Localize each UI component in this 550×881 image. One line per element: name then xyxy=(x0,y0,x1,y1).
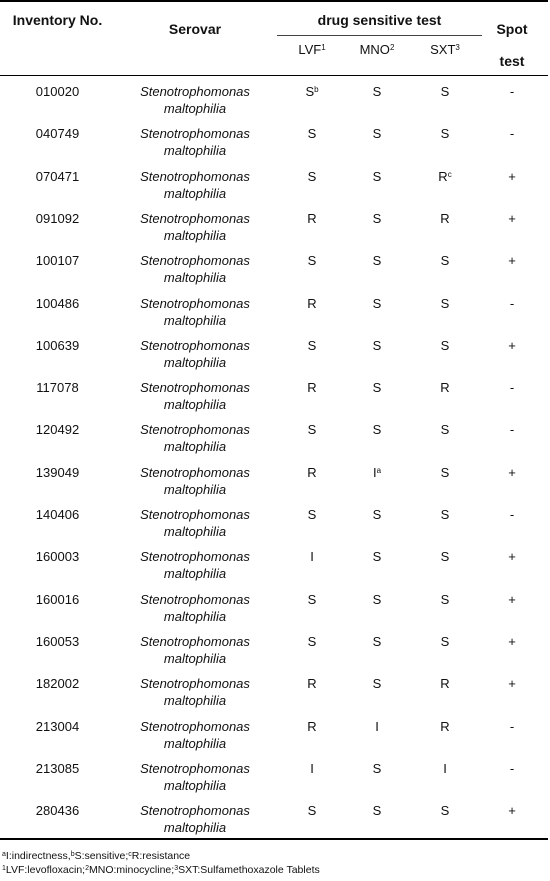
header-spot-line2: test xyxy=(499,53,525,69)
lvf-result-cell xyxy=(282,464,342,481)
mno-result-cell xyxy=(347,675,407,692)
subheader-sxt xyxy=(415,42,475,60)
lvf-result-cell xyxy=(282,125,342,142)
serovar-cell xyxy=(115,252,275,286)
spot-test-cell: - xyxy=(509,380,515,396)
lvf-result-cell-value: S xyxy=(307,591,317,607)
mno-result-cell-value: S xyxy=(372,633,382,649)
serovar-cell xyxy=(115,210,275,244)
mno-result-cell-value: S xyxy=(372,676,382,692)
serovar-species: maltophilia xyxy=(163,143,227,159)
subheader-lvf-label: LVF xyxy=(298,42,322,57)
table-row xyxy=(0,416,548,458)
subheader-sxt-sup: 3 xyxy=(455,43,460,52)
mno-result-cell-value: S xyxy=(372,591,382,607)
mno-result-cell xyxy=(347,295,407,312)
inventory-number-cell: 100486 xyxy=(35,295,80,311)
table-row xyxy=(0,670,548,712)
sxt-result-cell xyxy=(415,379,475,396)
sxt-result-cell-value: S xyxy=(440,464,450,480)
table-row xyxy=(0,628,548,670)
sxt-result-cell xyxy=(415,168,475,187)
mno-result-cell xyxy=(347,421,407,438)
spot-test-cell: - xyxy=(509,760,515,776)
lvf-result-cell-value: R xyxy=(307,676,317,692)
inventory-number-cell: 010020 xyxy=(35,84,80,99)
table-row xyxy=(0,501,548,543)
sxt-result-cell-value: S xyxy=(440,84,450,99)
mno-result-cell xyxy=(347,337,407,354)
serovar-species: maltophilia xyxy=(163,312,227,328)
mno-result-cell-footnote-mark: a xyxy=(376,465,382,475)
mno-result-cell xyxy=(347,168,407,185)
table-row xyxy=(0,713,548,755)
mno-result-cell-value: S xyxy=(372,295,382,311)
serovar-cell xyxy=(115,675,275,709)
inventory-number-cell: 140406 xyxy=(35,507,80,522)
lvf-result-cell-value: R xyxy=(307,380,317,396)
inventory-number-cell: 070471 xyxy=(35,168,80,184)
sxt-result-cell xyxy=(415,83,475,100)
footnote-mark: 2 xyxy=(85,865,89,872)
serovar-genus: Stenotrophomonas xyxy=(140,507,250,522)
inventory-number-cell: 091092 xyxy=(35,210,80,226)
mno-result-cell-value: S xyxy=(372,380,382,396)
footnote-mark: 3 xyxy=(174,865,179,872)
mno-result-cell xyxy=(347,506,407,523)
subheader-mno-label: MNO xyxy=(359,42,390,57)
lvf-result-cell xyxy=(282,548,342,565)
serovar-genus: Stenotrophomonas xyxy=(140,253,250,269)
lvf-result-cell xyxy=(282,760,342,777)
serovar-genus: Stenotrophomonas xyxy=(140,295,250,311)
spot-test-cell: + xyxy=(508,549,516,565)
serovar-species: maltophilia xyxy=(163,650,227,666)
lvf-result-cell-value: S xyxy=(307,253,317,269)
header-spot-line1: Spot xyxy=(496,21,528,37)
serovar-species: maltophilia xyxy=(163,608,227,624)
lvf-result-cell-value: S xyxy=(307,803,317,819)
sxt-result-cell xyxy=(415,252,475,269)
serovar-genus: Stenotrophomonas xyxy=(140,126,250,142)
sxt-result-cell-value: S xyxy=(440,422,450,438)
serovar-species: maltophilia xyxy=(163,693,227,709)
table-top-rule xyxy=(0,0,548,2)
mno-result-cell-value: S xyxy=(372,126,382,142)
lvf-result-cell xyxy=(282,506,342,523)
spot-test-cell: - xyxy=(509,295,515,311)
table-row xyxy=(0,163,548,205)
spot-test-cell: + xyxy=(508,676,516,692)
mno-result-cell xyxy=(347,464,407,483)
lvf-result-cell-value: R xyxy=(307,718,317,734)
header-serovar: Serovar xyxy=(168,21,222,37)
lvf-result-cell xyxy=(282,252,342,269)
inventory-number-cell: 213004 xyxy=(35,718,80,734)
lvf-result-cell-value: S xyxy=(305,84,315,99)
serovar-genus: Stenotrophomonas xyxy=(140,380,250,396)
spot-test-cell: + xyxy=(508,633,516,649)
sxt-result-cell xyxy=(415,506,475,523)
serovar-cell xyxy=(115,337,275,371)
inventory-number-cell: 160053 xyxy=(35,633,80,649)
sxt-result-cell xyxy=(415,760,475,777)
inventory-number-cell: 100107 xyxy=(35,253,80,269)
sxt-result-cell-value: S xyxy=(440,803,450,819)
serovar-genus: Stenotrophomonas xyxy=(140,337,250,353)
lvf-result-cell-value: S xyxy=(307,422,317,438)
table-row xyxy=(0,332,548,374)
lvf-result-cell xyxy=(282,337,342,354)
drug-test-subheader-rule xyxy=(277,35,482,36)
lvf-result-cell xyxy=(282,83,342,102)
table-row xyxy=(0,290,548,332)
sxt-result-cell xyxy=(415,295,475,312)
lvf-result-cell-value: S xyxy=(307,168,317,184)
serovar-species: maltophilia xyxy=(163,397,227,413)
mno-result-cell-value: S xyxy=(372,422,382,438)
lvf-result-cell-value: S xyxy=(307,337,317,353)
sxt-result-cell xyxy=(415,718,475,735)
mno-result-cell-value: I xyxy=(375,718,379,734)
sxt-result-cell-value: R xyxy=(438,168,448,184)
sxt-result-cell-value: I xyxy=(443,760,447,776)
sxt-result-cell xyxy=(415,548,475,565)
footnote-mark: a xyxy=(2,851,6,858)
sxt-result-cell xyxy=(415,125,475,142)
serovar-genus: Stenotrophomonas xyxy=(140,760,250,776)
serovar-species: maltophilia xyxy=(163,227,227,243)
serovar-species: maltophilia xyxy=(163,777,227,793)
footnote-line-1 xyxy=(2,850,190,864)
sxt-result-cell xyxy=(415,591,475,608)
serovar-genus: Stenotrophomonas xyxy=(140,633,250,649)
spot-test-cell: + xyxy=(508,337,516,353)
sxt-result-cell-value: S xyxy=(440,633,450,649)
spot-test-cell: + xyxy=(508,803,516,819)
footnote-text: LVF:levofloxacin; xyxy=(5,864,86,876)
table-row xyxy=(0,120,548,162)
table-row xyxy=(0,205,548,247)
spot-test-cell: + xyxy=(508,464,516,480)
mno-result-cell-value: S xyxy=(372,84,382,99)
spot-test-cell: - xyxy=(509,718,515,734)
inventory-number-cell: 100639 xyxy=(35,337,80,353)
serovar-cell xyxy=(115,548,275,582)
spot-test-cell: - xyxy=(509,126,515,142)
serovar-species: maltophilia xyxy=(163,735,227,751)
lvf-result-cell-value: R xyxy=(307,295,317,311)
serovar-cell xyxy=(115,760,275,794)
spot-test-cell: - xyxy=(509,507,515,522)
footnote-text: SXT:Sulfamethoxazole Tablets xyxy=(178,864,320,876)
table-row xyxy=(0,797,548,839)
mno-result-cell xyxy=(347,548,407,565)
subheader-mno xyxy=(347,42,407,60)
footnote-mark: c xyxy=(128,851,132,858)
lvf-result-cell xyxy=(282,718,342,735)
lvf-result-cell xyxy=(282,591,342,608)
sxt-result-cell xyxy=(415,464,475,481)
inventory-number-cell: 139049 xyxy=(35,464,80,480)
serovar-genus: Stenotrophomonas xyxy=(140,210,250,226)
serovar-species: maltophilia xyxy=(163,185,227,201)
serovar-cell xyxy=(115,591,275,625)
spot-test-cell: + xyxy=(508,210,516,226)
header-inventory: Inventory No. xyxy=(12,12,103,28)
serovar-genus: Stenotrophomonas xyxy=(140,549,250,565)
header-drug-sensitive-test: drug sensitive test xyxy=(317,12,442,28)
serovar-cell xyxy=(115,295,275,329)
sxt-result-cell xyxy=(415,337,475,354)
sxt-result-cell xyxy=(415,675,475,692)
mno-result-cell-value: S xyxy=(372,507,382,522)
spot-test-cell: + xyxy=(508,168,516,184)
sxt-result-cell-value: S xyxy=(440,591,450,607)
table-row xyxy=(0,247,548,289)
lvf-result-cell-value: I xyxy=(310,760,314,776)
inventory-number-cell: 160003 xyxy=(35,549,80,565)
serovar-species: maltophilia xyxy=(163,439,227,455)
inventory-number-cell: 120492 xyxy=(35,422,80,438)
footnote-text: MNO:minocycline; xyxy=(89,864,175,876)
serovar-genus: Stenotrophomonas xyxy=(140,718,250,734)
serovar-cell xyxy=(115,421,275,455)
serovar-cell xyxy=(115,802,275,836)
serovar-genus: Stenotrophomonas xyxy=(140,84,250,99)
mno-result-cell xyxy=(347,802,407,819)
footnote-text: I:indirectness, xyxy=(5,850,71,862)
inventory-number-cell: 040749 xyxy=(35,126,80,142)
subheader-lvf xyxy=(282,42,342,60)
serovar-species: maltophilia xyxy=(163,524,227,539)
lvf-result-cell xyxy=(282,210,342,227)
serovar-cell xyxy=(115,379,275,413)
serovar-species: maltophilia xyxy=(163,566,227,582)
sxt-result-cell-value: S xyxy=(440,253,450,269)
lvf-result-cell-value: R xyxy=(307,464,317,480)
sxt-result-cell-value: S xyxy=(440,295,450,311)
sxt-result-cell-value: R xyxy=(440,676,450,692)
sxt-result-cell-value: R xyxy=(440,210,450,226)
mno-result-cell xyxy=(347,125,407,142)
serovar-cell xyxy=(115,125,275,159)
serovar-cell xyxy=(115,718,275,752)
table-row xyxy=(0,543,548,585)
mno-result-cell xyxy=(347,760,407,777)
serovar-species: maltophilia xyxy=(163,820,227,836)
serovar-species: maltophilia xyxy=(163,481,227,497)
lvf-result-cell xyxy=(282,295,342,312)
mno-result-cell xyxy=(347,210,407,227)
footnote-mark: b xyxy=(70,851,75,858)
serovar-genus: Stenotrophomonas xyxy=(140,422,250,438)
inventory-number-cell: 280436 xyxy=(35,803,80,819)
lvf-result-cell xyxy=(282,633,342,650)
sxt-result-cell-footnote-mark: c xyxy=(447,169,452,179)
lvf-result-cell xyxy=(282,675,342,692)
mno-result-cell-value: S xyxy=(372,549,382,565)
subheader-sxt-label: SXT xyxy=(430,42,456,57)
inventory-number-cell: 213085 xyxy=(35,760,80,776)
mno-result-cell xyxy=(347,379,407,396)
serovar-species: maltophilia xyxy=(163,101,227,116)
subheader-lvf-sup: 1 xyxy=(321,43,326,52)
sxt-result-cell-value: S xyxy=(440,126,450,142)
lvf-result-cell-value: S xyxy=(307,126,317,142)
mno-result-cell-value: S xyxy=(372,337,382,353)
serovar-cell xyxy=(115,464,275,498)
spot-test-cell: + xyxy=(508,253,516,269)
serovar-genus: Stenotrophomonas xyxy=(140,591,250,607)
mno-result-cell-value: S xyxy=(372,760,382,776)
mno-result-cell-value: S xyxy=(372,253,382,269)
table-row xyxy=(0,459,548,501)
lvf-result-cell-footnote-mark: b xyxy=(314,85,319,94)
table-header-rule xyxy=(0,75,548,76)
spot-test-cell: + xyxy=(508,591,516,607)
footnote-mark: 1 xyxy=(2,865,6,872)
serovar-cell xyxy=(115,168,275,202)
table-bottom-rule xyxy=(0,838,548,840)
lvf-result-cell xyxy=(282,379,342,396)
mno-result-cell xyxy=(347,591,407,608)
sxt-result-cell xyxy=(415,210,475,227)
mno-result-cell-value: S xyxy=(372,168,382,184)
serovar-cell xyxy=(115,83,275,117)
sxt-result-cell-value: R xyxy=(440,380,450,396)
table-row xyxy=(0,374,548,416)
mno-result-cell-value: S xyxy=(372,210,382,226)
table-row xyxy=(0,78,548,120)
inventory-number-cell: 182002 xyxy=(35,676,80,692)
lvf-result-cell-value: S xyxy=(307,633,317,649)
serovar-genus: Stenotrophomonas xyxy=(140,168,250,184)
sxt-result-cell-value: R xyxy=(440,718,450,734)
sxt-result-cell xyxy=(415,421,475,438)
subheader-mno-sup: 2 xyxy=(389,43,395,52)
serovar-cell xyxy=(115,506,275,540)
lvf-result-cell xyxy=(282,421,342,438)
serovar-species: maltophilia xyxy=(163,270,227,286)
inventory-number-cell: 160016 xyxy=(35,591,80,607)
spot-test-cell: - xyxy=(509,422,515,438)
table-row xyxy=(0,586,548,628)
serovar-genus: Stenotrophomonas xyxy=(140,464,250,480)
sxt-result-cell-value: S xyxy=(440,337,450,353)
serovar-species: maltophilia xyxy=(163,354,227,370)
sxt-result-cell-value: S xyxy=(440,549,450,565)
serovar-genus: Stenotrophomonas xyxy=(140,803,250,819)
footnote-text: R:resistance xyxy=(131,850,191,862)
footnote-line-2 xyxy=(2,864,320,878)
lvf-result-cell-value: R xyxy=(307,210,317,226)
mno-result-cell xyxy=(347,633,407,650)
mno-result-cell xyxy=(347,718,407,735)
inventory-number-cell: 117078 xyxy=(36,380,79,396)
mno-result-cell-value: I xyxy=(372,464,377,480)
footnote-text: S:sensitive; xyxy=(74,850,129,862)
mno-result-cell xyxy=(347,252,407,269)
table-row xyxy=(0,755,548,797)
spot-test-cell: - xyxy=(509,84,515,99)
lvf-result-cell xyxy=(282,802,342,819)
lvf-result-cell-value: S xyxy=(307,507,317,522)
lvf-result-cell-value: I xyxy=(310,549,314,565)
sxt-result-cell xyxy=(415,633,475,650)
sxt-result-cell xyxy=(415,802,475,819)
mno-result-cell xyxy=(347,83,407,100)
lvf-result-cell xyxy=(282,168,342,185)
serovar-genus: Stenotrophomonas xyxy=(140,676,250,692)
serovar-cell xyxy=(115,633,275,667)
sxt-result-cell-value: S xyxy=(440,507,450,522)
mno-result-cell-value: S xyxy=(372,803,382,819)
